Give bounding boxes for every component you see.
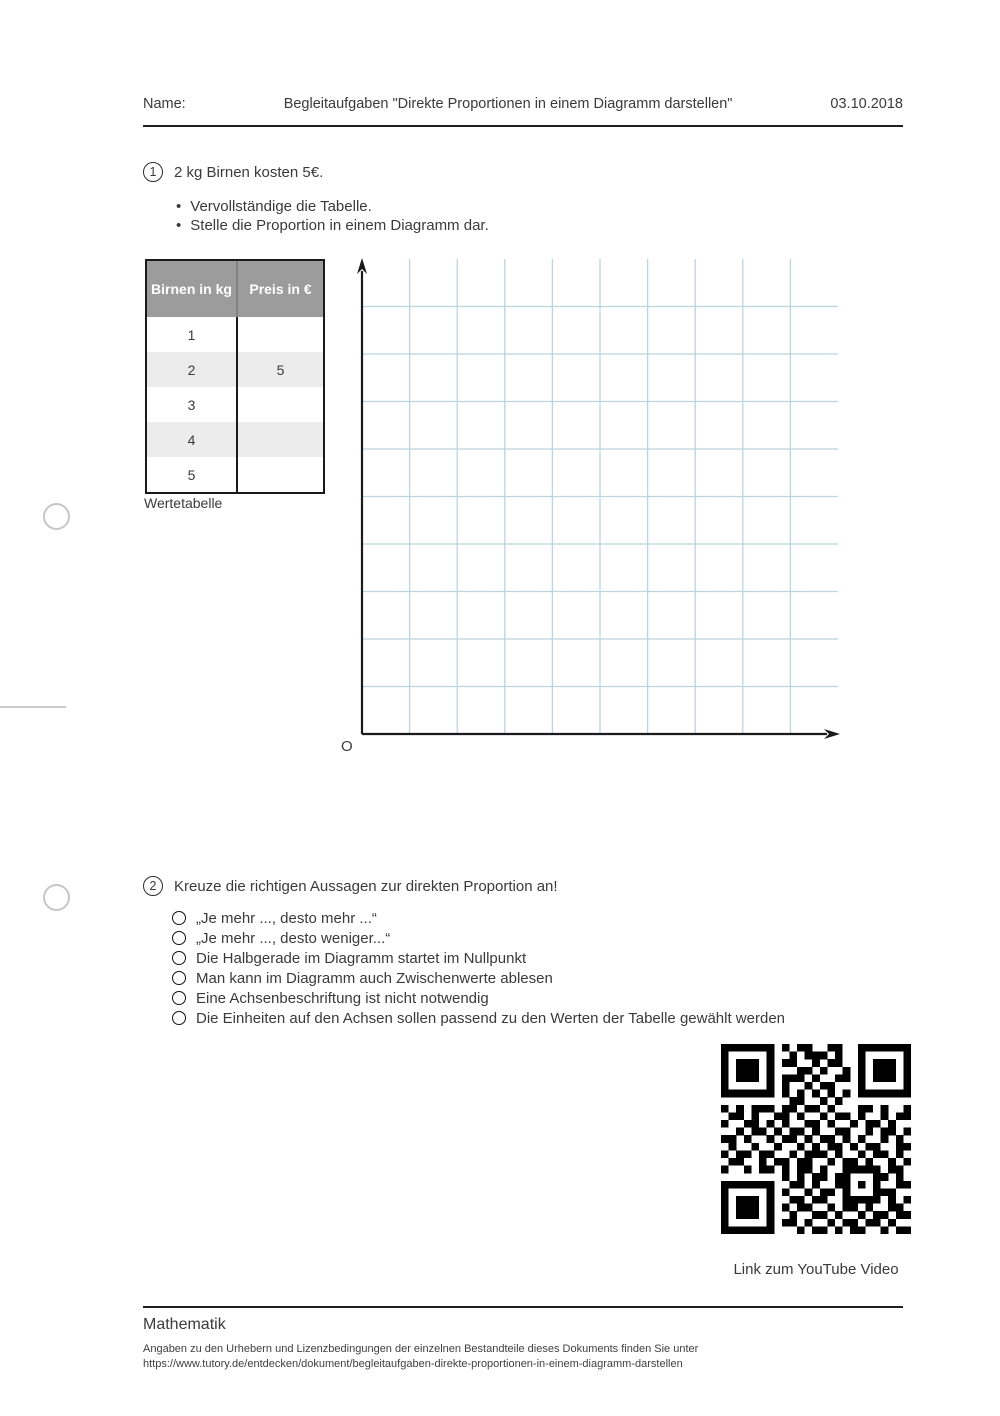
punch-hole-top <box>43 503 70 530</box>
table-row <box>147 457 323 492</box>
task-1-number-badge: 1 <box>143 162 163 182</box>
table-header-row <box>147 261 323 317</box>
bullet-text: Stelle die Proportion in einem Diagramm dar. <box>190 217 489 234</box>
radio-circle[interactable] <box>172 971 186 985</box>
kg-cell: 3 <box>187 396 196 413</box>
preis-cell-blank[interactable] <box>236 317 323 352</box>
radio-circle[interactable] <box>172 1011 186 1025</box>
name-label: Name: <box>143 96 186 112</box>
preis-cell: 5 <box>236 352 323 387</box>
column-header-birnen: Birnen in kg <box>151 281 232 297</box>
bullet-item <box>176 197 489 216</box>
option-label: „Je mehr ..., desto mehr ...“ <box>196 909 377 927</box>
preis-cell-blank[interactable] <box>236 422 323 457</box>
qr-caption: Link zum YouTube Video <box>733 1261 899 1278</box>
license-text <box>143 1342 698 1371</box>
page-title: Begleitaufgaben "Direkte Proportionen in einem Diagramm darstellen" <box>283 96 733 112</box>
task-2-options <box>172 908 785 1028</box>
subject-label: Mathematik <box>143 1316 226 1333</box>
kg-cell: 2 <box>187 361 196 378</box>
option-row <box>172 908 785 928</box>
date-label: 03.10.2018 <box>830 96 903 112</box>
option-label: Man kann im Diagramm auch Zwischenwerte ablesen <box>196 969 553 987</box>
value-table <box>145 259 325 494</box>
task-1-heading <box>143 162 323 182</box>
radio-circle[interactable] <box>172 931 186 945</box>
kg-cell: 4 <box>187 431 196 448</box>
table-row <box>147 387 323 422</box>
bullet-text: Vervollständige die Tabelle. <box>190 198 372 215</box>
option-row <box>172 988 785 1008</box>
table-caption: Wertetabelle <box>144 495 223 511</box>
preis-cell-blank[interactable] <box>236 387 323 422</box>
task-2-heading <box>143 876 558 896</box>
bullet-icon <box>176 216 181 235</box>
kg-cell: 1 <box>187 326 196 343</box>
license-line: Angaben zu den Urhebern und Lizenzbedingungen der einzelnen Bestandteile dieses Dokuments finden Sie unter <box>143 1343 699 1355</box>
radio-circle[interactable] <box>172 911 186 925</box>
option-label: Eine Achsenbeschriftung ist nicht notwendig <box>196 989 489 1007</box>
bullet-item <box>176 216 489 235</box>
column-header-preis: Preis in € <box>236 261 323 317</box>
origin-label: O <box>341 738 353 755</box>
punch-hole-bottom <box>43 884 70 911</box>
preis-cell-blank[interactable] <box>236 457 323 492</box>
fold-mark <box>0 706 66 708</box>
table-row <box>147 422 323 457</box>
option-label: Die Einheiten auf den Achsen sollen passend zu den Werten der Tabelle gewählt werden <box>196 1009 786 1027</box>
header <box>143 96 903 127</box>
task-1-bullets <box>176 197 489 235</box>
radio-circle[interactable] <box>172 991 186 1005</box>
qr-code <box>721 1044 911 1234</box>
option-row <box>172 1008 785 1028</box>
table-row <box>147 317 323 352</box>
task-2-number-badge: 2 <box>143 876 163 896</box>
option-row <box>172 948 785 968</box>
option-row <box>172 928 785 948</box>
task-2-text: Kreuze die richtigen Aussagen zur direkten Proportion an! <box>174 877 558 895</box>
license-line: https://www.tutory.de/entdecken/dokument/begleitaufgaben-direkte-proportionen-in-einem-diagramm-darstellen <box>143 1357 683 1370</box>
task-1-text: 2 kg Birnen kosten 5€. <box>174 163 324 181</box>
footer-rule <box>143 1306 903 1308</box>
diagram-grid[interactable] <box>356 257 848 741</box>
option-label: „Je mehr ..., desto weniger...“ <box>196 929 391 947</box>
table-row <box>147 352 323 387</box>
option-label: Die Halbgerade im Diagramm startet im Nullpunkt <box>196 949 527 967</box>
kg-cell: 5 <box>187 466 196 483</box>
radio-circle[interactable] <box>172 951 186 965</box>
option-row <box>172 968 785 988</box>
bullet-icon <box>176 197 181 216</box>
